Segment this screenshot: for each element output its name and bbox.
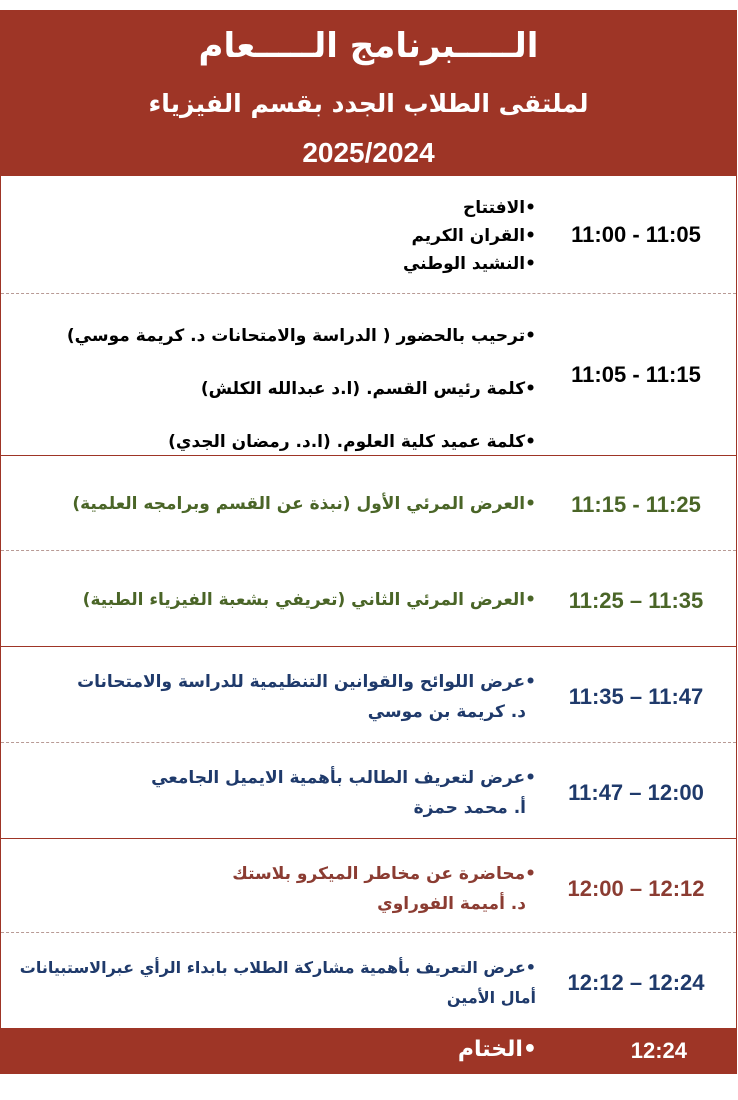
schedule-row: [1, 933, 736, 1028]
header-banner: [0, 10, 737, 176]
list-item: •عرض التعريف بأهمية مشاركة الطلاب بابداء الرأي عبرالاستبيانات: [19, 958, 536, 977]
list-item: •الافتتاح: [463, 198, 536, 218]
time-slot: 12:12 – 12:24: [567, 970, 705, 995]
program-subtitle: لملتقى الطلاب الجدد بقسم الفيزياء: [148, 89, 589, 118]
list-item: •العرض المرئي الثاني (تعريفي بشعبة الفيزياء الطبية): [82, 590, 536, 610]
row-items: [67, 310, 536, 469]
list-item: •عرض لتعريف الطالب بأهمية الايميل الجامعي: [151, 768, 536, 788]
schedule-row: [1, 176, 736, 294]
list-item: •عرض اللوائح والقوانين التنظيمية للدراسة والامتحانات: [77, 672, 536, 692]
program-document: [0, 10, 737, 1094]
speaker-name: د. كريمة بن موسي: [367, 702, 526, 722]
schedule-row: [1, 456, 736, 551]
speaker-name: أ. محمد حمزة: [413, 798, 526, 818]
time-slot: 11:25 – 11:35: [568, 588, 704, 613]
schedule-row: [1, 743, 736, 839]
list-item: •كلمة رئيس القسم. (ا.د عبدالله الكلش): [200, 379, 536, 399]
closing-label: •الختام: [457, 1037, 537, 1062]
speaker-name: أمال الأمين: [446, 988, 536, 1007]
list-item: •العرض المرئي الأول (نبذة عن القسم وبرامجه العلمية): [72, 494, 536, 514]
time-slot: 12:00 – 12:12: [567, 876, 705, 901]
time-slot: 11:00 - 11:05: [571, 222, 701, 247]
time-slot: 11:05 - 11:15: [571, 362, 701, 387]
list-item: •ترحيب بالحضور ( الدراسة والامتحانات د. كريمة موسي): [66, 326, 536, 346]
time-slot: 11:47 – 12:00: [568, 780, 704, 805]
schedule-row: [1, 294, 736, 456]
row-items: [403, 194, 536, 278]
row-items: [232, 859, 536, 919]
list-item: •كلمة عميد كلية العلوم. (ا.د. رمضان الجدي): [168, 432, 536, 452]
program-title: الـــــبرنامج الـــــعام: [198, 26, 539, 66]
time-slot: 11:15 - 11:25: [571, 492, 701, 517]
academic-year: 2025/2024: [302, 137, 435, 168]
row-items: [20, 953, 536, 1013]
time-slot: 11:35 – 11:47: [568, 684, 704, 709]
row-items: [77, 667, 536, 727]
list-item: •النشيد الوطني: [402, 254, 536, 274]
schedule-row: [1, 551, 736, 647]
row-items: [151, 763, 536, 823]
closing-banner: [0, 1028, 737, 1074]
speaker-name: د. أميمة الفوراوي: [377, 894, 526, 914]
list-item: •محاضرة عن مخاطر الميكرو بلاستك: [232, 864, 536, 884]
schedule-row: [1, 647, 736, 743]
schedule-table: [0, 176, 737, 1028]
list-item: •القران الكريم: [411, 226, 536, 246]
schedule-row: [1, 839, 736, 933]
closing-time: 12:24: [630, 1038, 687, 1063]
row-items: [72, 490, 536, 518]
row-items: [83, 586, 536, 614]
